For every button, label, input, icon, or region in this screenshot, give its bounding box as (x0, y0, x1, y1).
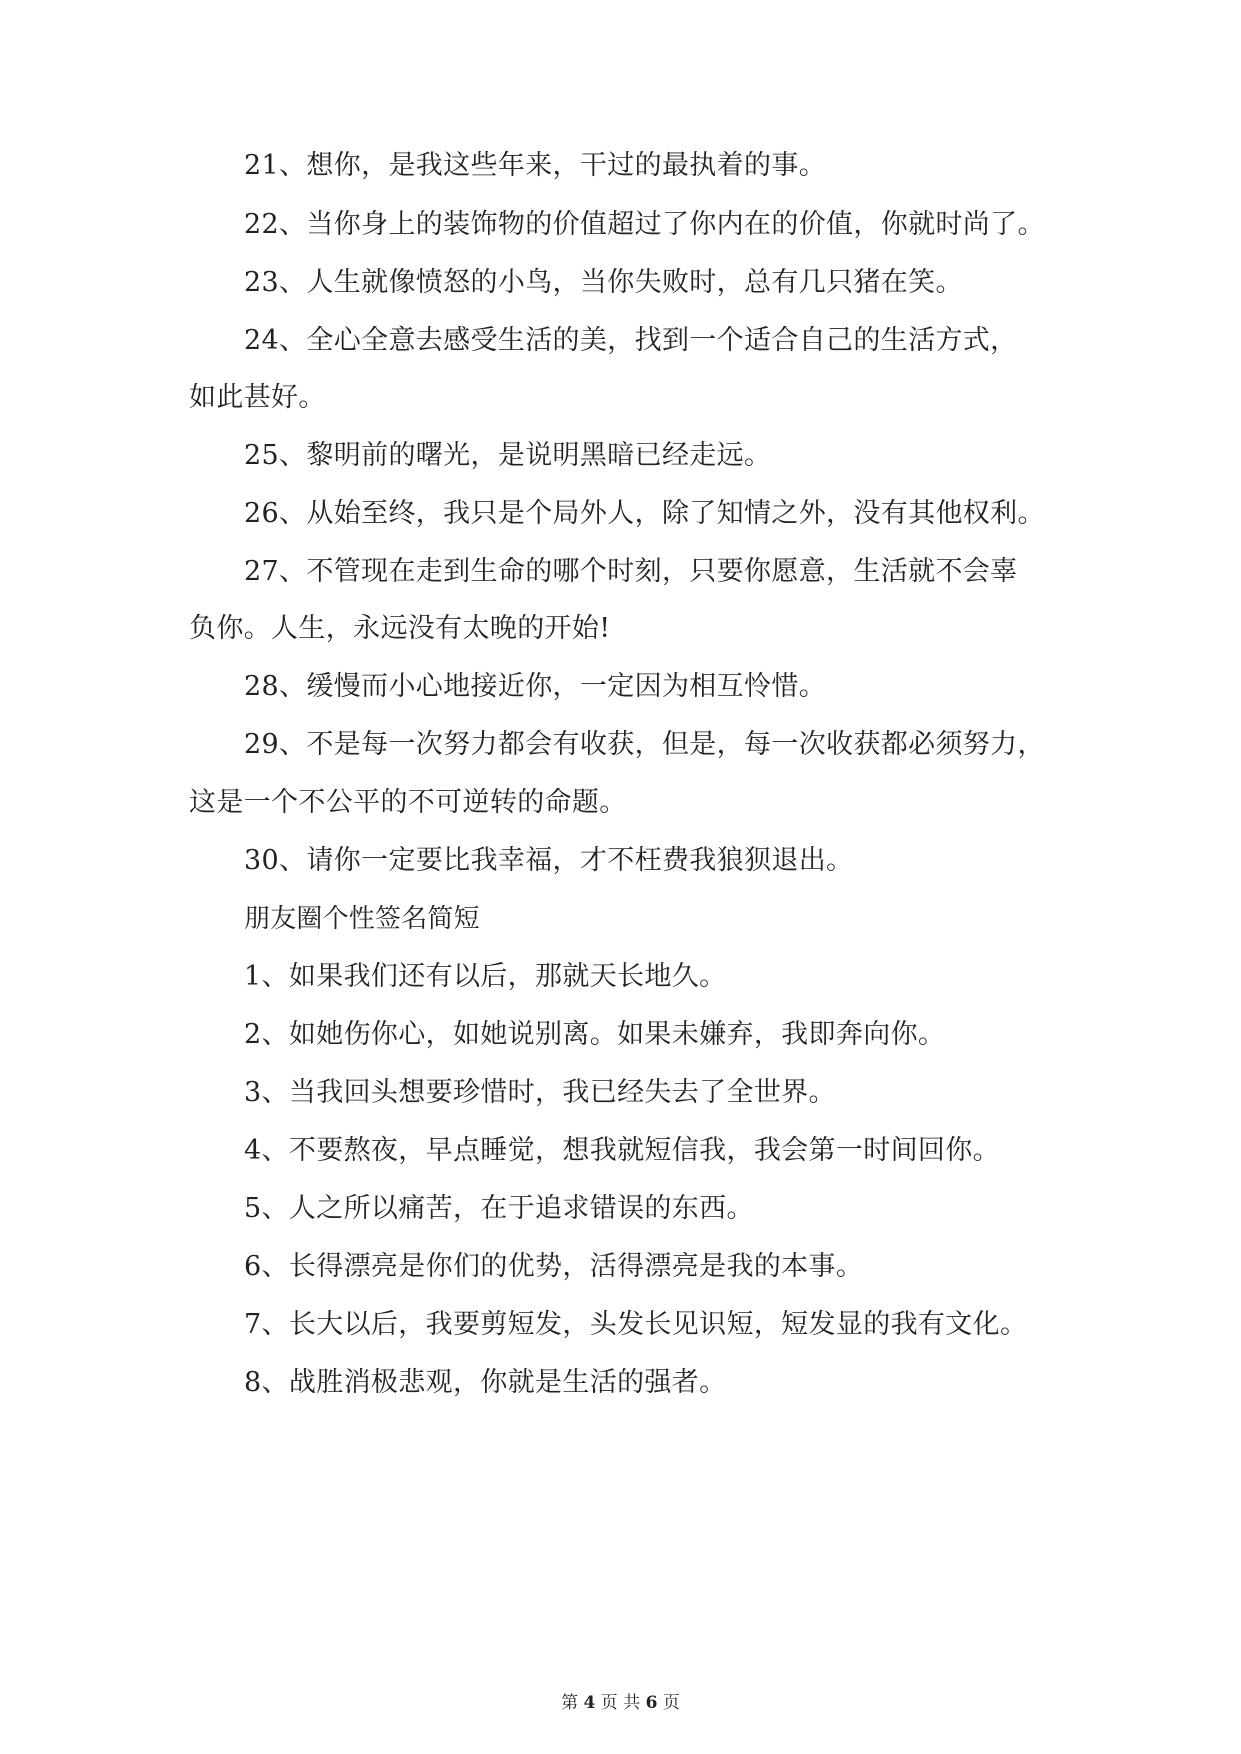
quote-27: 27、不管现在走到生命的哪个时刻，只要你愿意，生活就不会辜 (244, 556, 1018, 587)
quote-29: 29、不是每一次努力都会有收获，但是，每一次收获都必须努力， (244, 729, 1045, 760)
signature-7: 7、长大以后，我要剪短发，头发长见识短，短发显的我有文化。 (244, 1309, 1028, 1340)
signature-3: 3、当我回头想要珍惜时，我已经失去了全世界。 (244, 1077, 836, 1108)
quote-22: 22、当你身上的装饰物的价值超过了你内在的价值，你就时尚了。 (244, 209, 1045, 240)
quote-27-continued: 负你。人生，永远没有太晚的开始! (189, 613, 611, 644)
quote-26: 26、从始至终，我只是个局外人，除了知情之外，没有其他权利。 (244, 498, 1045, 529)
signature-4: 4、不要熬夜，早点睡觉，想我就短信我，我会第一时间回你。 (244, 1135, 1000, 1166)
signature-1: 1、如果我们还有以后，那就天长地久。 (244, 961, 727, 992)
signature-2: 2、如她伤你心，如她说别离。如果未嫌弃，我即奔向你。 (244, 1019, 946, 1050)
signature-8: 8、战胜消极悲观，你就是生活的强者。 (244, 1367, 727, 1398)
quote-24: 24、全心全意去感受生活的美，找到一个适合自己的生活方式， (244, 325, 1018, 356)
footer-middle: 页 共 (600, 1693, 641, 1713)
footer-suffix: 页 (662, 1693, 680, 1713)
quote-21: 21、想你，是我这些年来，干过的最执着的事。 (244, 150, 827, 181)
footer-prefix: 第 (561, 1693, 579, 1713)
current-page-number: 4 (583, 1693, 596, 1713)
quote-30: 30、请你一定要比我幸福，才不枉费我狼狈退出。 (244, 845, 854, 876)
quote-29-continued: 这是一个不公平的不可逆转的命题。 (189, 787, 627, 818)
quote-23: 23、人生就像愤怒的小鸟，当你失败时，总有几只猪在笑。 (244, 267, 963, 298)
quote-25: 25、黎明前的曙光，是说明黑暗已经走远。 (244, 440, 772, 471)
signature-6: 6、长得漂亮是你们的优势，活得漂亮是我的本事。 (244, 1251, 864, 1282)
page-footer (0, 1693, 1241, 1713)
total-pages-number: 6 (645, 1693, 658, 1713)
signature-5: 5、人之所以痛苦，在于追求错误的东西。 (244, 1193, 754, 1224)
quote-24-continued: 如此甚好。 (189, 382, 326, 413)
quote-28: 28、缓慢而小心地接近你，一定因为相互怜惜。 (244, 671, 827, 702)
section-title: 朋友圈个性签名简短 (244, 904, 480, 934)
